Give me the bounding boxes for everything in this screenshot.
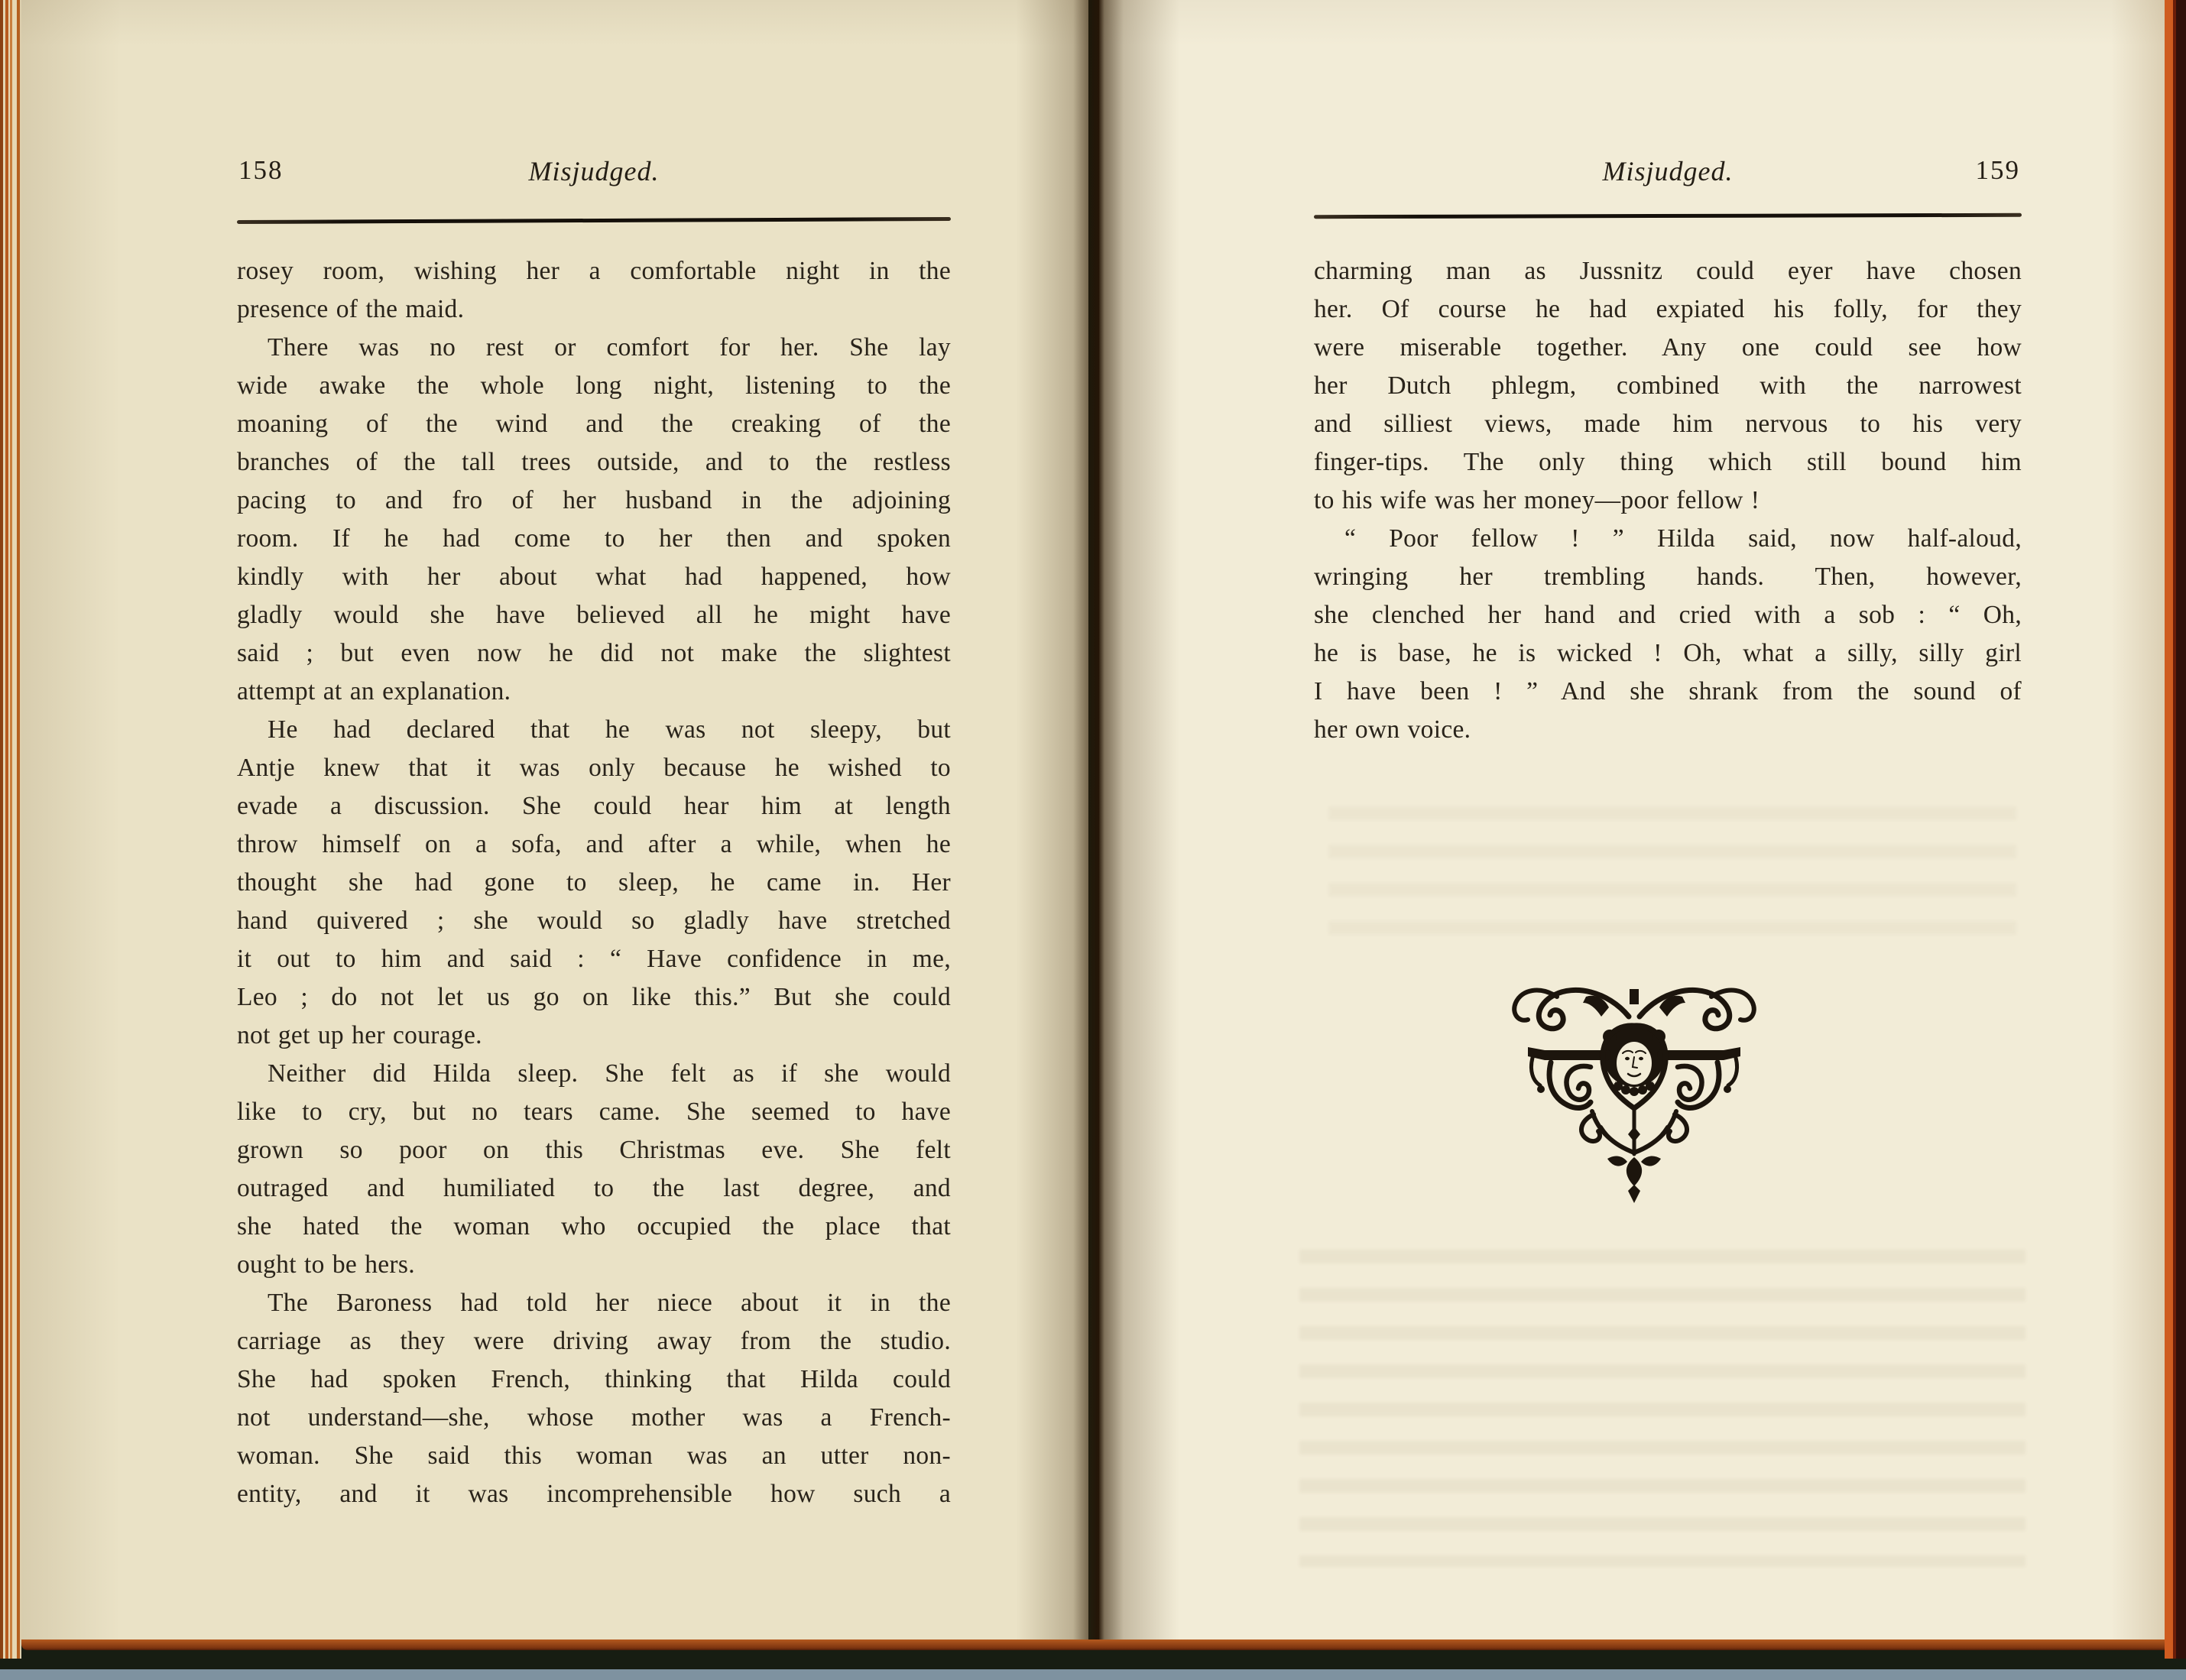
text-line: thought she had gone to sleep, he came in. Her — [237, 868, 951, 897]
page-edges-right — [2165, 0, 2186, 1659]
text-line: carriage as they were driving away from the studio. — [237, 1327, 951, 1355]
text-line: moaning of the wind and the creaking of the — [237, 410, 951, 438]
showthrough-smudge — [1328, 795, 2016, 940]
bottom-page-edge — [21, 1639, 2174, 1650]
left-running-head — [237, 155, 951, 196]
right-running-head — [1314, 155, 2022, 196]
text-line: grown so poor on this Christmas eve. She felt — [237, 1136, 951, 1164]
text-line: rosey room, wishing her a comfortable night in the — [237, 257, 951, 285]
text-line: Antje knew that it was only because he wished to — [237, 754, 951, 782]
text-line: There was no rest or comfort for her. She lay — [268, 333, 951, 362]
page-number-right: 159 — [1975, 155, 2020, 185]
running-title-right: Misjudged. — [1602, 156, 1734, 186]
text-line: evade a discussion. She could hear him at length — [237, 792, 951, 820]
header-rule-left — [237, 217, 951, 224]
text-line: not understand—she, whose mother was a French- — [237, 1403, 951, 1432]
text-line: hand quivered ; she would so gladly have stretched — [237, 906, 951, 935]
text-line: were miserable together. Any one could see how — [1314, 333, 2022, 362]
page-number-left: 158 — [238, 155, 284, 185]
text-line: her own voice. — [1314, 715, 1471, 744]
text-line: gladly would she have believed all he might have — [237, 601, 951, 629]
cherub-face-tailpiece-ornament — [1500, 977, 1768, 1206]
text-line: ought to be hers. — [237, 1250, 415, 1279]
header-rule-right — [1314, 213, 2022, 219]
text-line: The Baroness had told her niece about it in the — [268, 1289, 951, 1317]
text-line: charming man as Jussnitz could eyer have chosen — [1314, 257, 2022, 285]
running-title-left: Misjudged. — [528, 156, 660, 186]
text-line: finger-tips. The only thing which still bound him — [1314, 448, 2022, 476]
text-line: and silliest views, made him nervous to his very — [1314, 410, 2022, 438]
text-line: outraged and humiliated to the last degree, and — [237, 1174, 951, 1202]
text-line: wide awake the whole long night, listening to the — [237, 371, 951, 400]
text-line: Leo ; do not let us go on like this.” But she could — [237, 983, 951, 1011]
text-line: attempt at an explanation. — [237, 677, 511, 705]
text-line: presence of the maid. — [237, 295, 465, 323]
text-line: throw himself on a sofa, and after a while, when he — [237, 830, 951, 858]
page-left — [21, 0, 1088, 1642]
text-block-left — [237, 252, 951, 1513]
text-line: her Dutch phlegm, combined with the narrowest — [1314, 371, 2022, 400]
text-line: she clenched her hand and cried with a sob : “ Oh, — [1314, 601, 2022, 629]
text-line: “ Poor fellow ! ” Hilda said, now half-aloud, — [1344, 524, 2022, 553]
text-line: woman. She said this woman was an utter non- — [237, 1442, 951, 1470]
text-line: like to cry, but no tears came. She seemed to have — [237, 1098, 951, 1126]
page-right — [1099, 0, 2165, 1639]
text-line: not get up her courage. — [237, 1021, 482, 1049]
text-line: wringing her trembling hands. Then, however, — [1314, 563, 2022, 591]
text-line: room. If he had come to her then and spoken — [237, 524, 951, 553]
page-edges-left — [0, 0, 21, 1659]
text-line: branches of the tall trees outside, and to the restless — [237, 448, 951, 476]
text-line: she hated the woman who occupied the place that — [237, 1212, 951, 1241]
showthrough-smudge — [1299, 1238, 2025, 1567]
text-line: it out to him and said : “ Have confidence in me, — [237, 945, 951, 973]
gutter-shadow — [1073, 0, 1124, 1643]
text-line: He had declared that he was not sleepy, but — [268, 715, 951, 744]
text-line: said ; but even now he did not make the slightest — [237, 639, 951, 667]
text-block-right — [1314, 252, 2022, 749]
text-line: I have been ! ” And she shrank from the sound of — [1314, 677, 2022, 705]
text-line: She had spoken French, thinking that Hilda could — [237, 1365, 951, 1393]
text-line: kindly with her about what had happened, how — [237, 563, 951, 591]
text-line: he is base, he is wicked ! Oh, what a silly, silly girl — [1314, 639, 2022, 667]
text-line: entity, and it was incomprehensible how such a — [237, 1480, 951, 1508]
text-line: pacing to and fro of her husband in the adjoining — [237, 486, 951, 514]
text-line: Neither did Hilda sleep. She felt as if she would — [268, 1059, 951, 1088]
text-line: her. Of course he had expiated his folly, for they — [1314, 295, 2022, 323]
text-line: to his wife was her money—poor fellow ! — [1314, 486, 1760, 514]
